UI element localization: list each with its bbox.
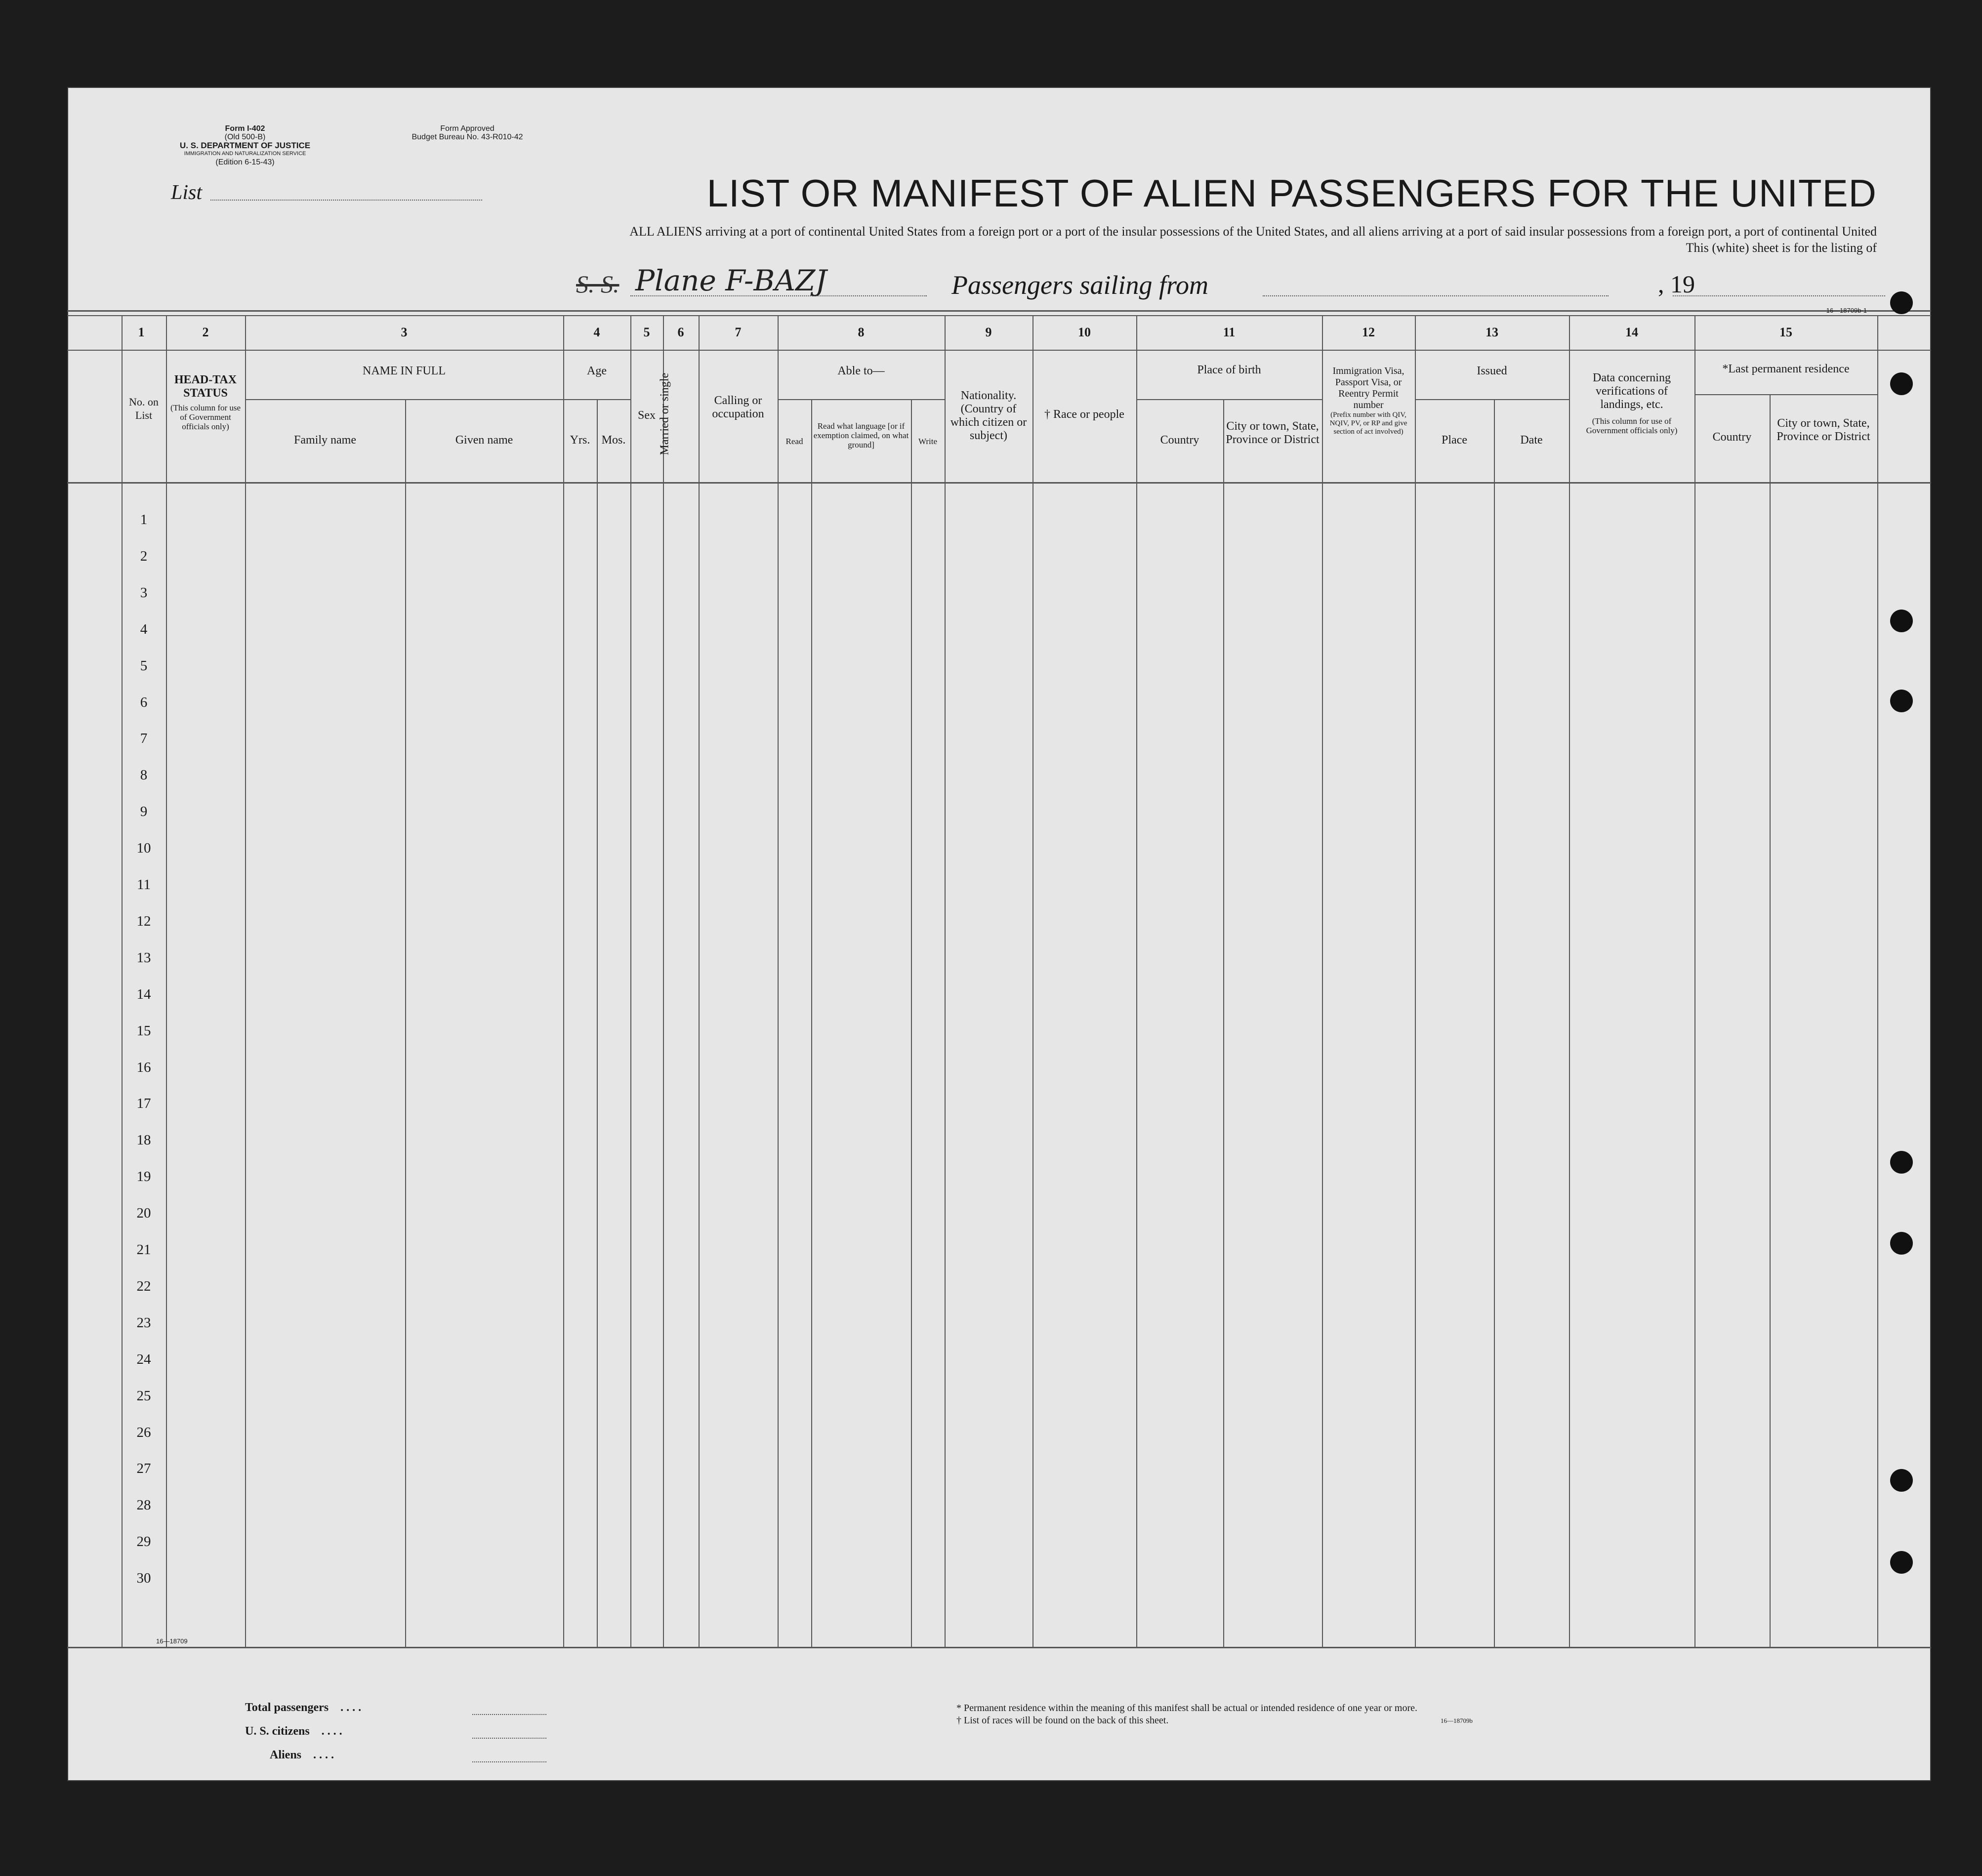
list-label: List (171, 181, 203, 204)
col-9-number: 9 (985, 325, 992, 339)
write-header: Write (918, 437, 938, 446)
dot-leader: . . . . (321, 1725, 342, 1738)
col-rule (245, 315, 246, 1647)
form-code-top: 16—18709b-1 (1826, 307, 1867, 314)
col-14-number: 14 (1625, 325, 1638, 339)
ss-label: S. S. (576, 270, 619, 298)
col-8-header: Able to— (837, 365, 885, 377)
col-10-header: † Race or people (1044, 408, 1124, 421)
punch-hole (1890, 610, 1913, 632)
residence-subrule (1694, 394, 1877, 395)
issued-date-header: Date (1520, 434, 1543, 447)
family-name-header: Family name (294, 434, 356, 447)
birth-subrule (1136, 399, 1322, 400)
us-citizens-label: U. S. citizens (245, 1725, 310, 1738)
row-number: 12 (136, 913, 151, 929)
row-number: 16 (136, 1060, 151, 1075)
col-5-header: Sex (638, 409, 656, 422)
row-number: 14 (136, 986, 151, 1002)
row-number: 1 (140, 512, 148, 528)
year-label: , 19 (1658, 270, 1695, 298)
row-number: 13 (136, 950, 151, 966)
row-number: 23 (136, 1315, 151, 1331)
row-number: 24 (136, 1351, 151, 1367)
col-9-header: Nationality. (Country of which citizen or subject) (950, 389, 1027, 442)
age-subrule (563, 399, 630, 400)
col-rule (1415, 315, 1416, 1647)
header-bottom-rule (67, 482, 1931, 484)
approval-line: Form Approved (440, 124, 495, 133)
col-rule (663, 315, 664, 1647)
col-15-number: 15 (1779, 325, 1792, 339)
residence-country-header: Country (1712, 431, 1752, 444)
col-rule (1770, 394, 1771, 1647)
row-number: 18 (136, 1132, 151, 1148)
colnum-row-rule (67, 350, 1931, 351)
residence-city-header: City or town, State, Province or District (1776, 417, 1870, 443)
punch-hole (1890, 1469, 1913, 1492)
col-6-header: Married or single (658, 372, 671, 455)
footnotes (956, 1702, 1599, 1727)
page-title: LIST OR MANIFEST OF ALIEN PASSENGERS FOR THE UNITED (706, 171, 1877, 215)
col-4-number: 4 (593, 325, 600, 339)
dot-leader: . . . . (340, 1701, 362, 1714)
col-12-header (1324, 366, 1413, 436)
total-passengers-label: Total passengers (245, 1701, 329, 1714)
old-form-number: (Old 500-B) (224, 133, 266, 141)
col-6-number: 6 (677, 325, 684, 339)
punch-hole (1890, 1151, 1913, 1174)
col-11-header: Place of birth (1197, 364, 1261, 376)
row-number: 10 (136, 840, 151, 856)
us-citizens-row (245, 1725, 566, 1749)
col-rule (1223, 399, 1224, 1647)
col-rule (811, 399, 812, 1647)
dot-leader: . . . . (313, 1749, 334, 1761)
col-12-number: 12 (1362, 325, 1375, 339)
row-number: 25 (136, 1388, 151, 1404)
edition-date: (Edition 6-15-43) (215, 158, 275, 166)
row-number: 30 (136, 1570, 151, 1586)
col-1-number: 1 (138, 325, 145, 339)
instructions (395, 223, 1877, 256)
name-subrule (245, 399, 563, 400)
row-number: 9 (140, 804, 148, 819)
vessel-name-line (630, 295, 927, 296)
issued-subrule (1415, 399, 1569, 400)
row-number: 5 (140, 658, 148, 674)
col-rule (778, 315, 779, 1647)
col-5-number: 5 (643, 325, 650, 339)
vessel-name-handwritten[interactable]: Plane F-BAZJ (635, 264, 827, 297)
totals-block (245, 1701, 566, 1772)
given-name-header: Given name (455, 434, 513, 447)
col-rule (1322, 315, 1323, 1647)
sailing-date-field[interactable] (1673, 295, 1885, 296)
col-4-header: Age (587, 365, 607, 377)
row-number: 17 (136, 1096, 151, 1111)
footnote-dagger: † List of races will be found on the back of this sheet. (956, 1715, 1169, 1726)
row-number: 4 (140, 621, 148, 637)
footnote-star: * Permanent residence within the meaning of this manifest shall be actual or intended residence of one year or more. (956, 1703, 1418, 1713)
sailing-from-field[interactable] (1263, 295, 1609, 296)
table-bottom-rule (67, 1647, 1931, 1648)
age-months-header: Mos. (601, 434, 626, 447)
instructions-line-2: This (white) sheet is for the listing of (1686, 241, 1877, 255)
col-2-header (168, 373, 243, 431)
col-7-number: 7 (735, 325, 742, 339)
col-10-number: 10 (1078, 325, 1091, 339)
form-approval (373, 124, 561, 141)
col-rule (405, 399, 406, 1647)
col-rule (911, 399, 912, 1647)
instructions-line-1: ALL ALIENS arriving at a port of continental United States from a foreign port or a port of the insular possessions of the United States, and all aliens arriving at a port of said insular possessions from a foreign port, a port of continental United (629, 224, 1877, 239)
col-rule (1877, 315, 1878, 1647)
visa-note: (Prefix number with QIV, NQIV, PV, or RP and give section of act involved) (1329, 411, 1407, 436)
col-rule (563, 315, 564, 1647)
verification-label: Data concerning verifications of landings, etc. (1593, 371, 1671, 411)
col-rule (1136, 315, 1137, 1647)
col-8-number: 8 (858, 325, 865, 339)
table-top-rule-2 (67, 315, 1931, 316)
total-passengers-field[interactable] (472, 1714, 546, 1715)
punch-hole (1890, 690, 1913, 712)
head-tax-note: (This column for use of Government officials only) (170, 403, 241, 431)
row-number: 21 (136, 1242, 151, 1258)
service-name: IMMIGRATION AND NATURALIZATION SERVICE (184, 151, 306, 157)
vessel-row (537, 264, 1930, 304)
col-rule (597, 399, 598, 1647)
aliens-row (245, 1749, 566, 1772)
manifest-sheet (67, 87, 1931, 1781)
form-code-bottom: 16—18709 (156, 1637, 188, 1645)
row-number: 3 (140, 585, 148, 601)
row-number: 6 (140, 694, 148, 710)
col-rule (1694, 315, 1695, 1647)
read-header: Read (785, 437, 803, 446)
list-number-field[interactable] (210, 200, 482, 201)
row-number: 7 (140, 731, 148, 746)
row-number: 11 (137, 877, 151, 893)
col-7-header: Calling or occupation (712, 394, 764, 420)
aliens-field[interactable] (472, 1761, 546, 1762)
col-1-header: No. on List (129, 396, 159, 421)
row-number: 22 (136, 1278, 151, 1294)
row-number: 29 (136, 1534, 151, 1550)
punch-hole (1890, 1232, 1913, 1255)
able-subrule (778, 399, 945, 400)
punch-hole (1890, 1551, 1913, 1574)
manifest-table (67, 307, 1931, 1648)
row-number: 26 (136, 1425, 151, 1440)
verification-note: (This column for use of Government officials only) (1586, 416, 1678, 435)
row-number: 15 (136, 1023, 151, 1039)
row-number: 28 (136, 1497, 151, 1513)
age-years-header: Yrs. (570, 434, 590, 447)
row-number: 27 (136, 1461, 151, 1476)
col-rule (699, 315, 700, 1647)
col-rule (1494, 399, 1495, 1647)
punch-hole (1890, 372, 1913, 395)
total-passengers-row (245, 1701, 566, 1725)
visa-label: Immigration Visa, Passport Visa, or Reentry Permit number (1332, 366, 1404, 410)
budget-bureau-number: Budget Bureau No. 43-R010-42 (412, 133, 523, 141)
col-3-number: 3 (401, 325, 408, 339)
issued-place-header: Place (1442, 434, 1467, 447)
read-language-header: Read what language [or if exemption claimed, on what ground] (813, 421, 909, 449)
col-rule (1032, 315, 1033, 1647)
row-number: 19 (136, 1169, 151, 1184)
col-rule (166, 315, 167, 1647)
birth-country-header: Country (1160, 434, 1199, 447)
punch-hole (1890, 291, 1913, 314)
col-rule (122, 315, 123, 1647)
department-name: U. S. DEPARTMENT OF JUSTICE (179, 141, 311, 150)
footnote-code: 16—18709b (1441, 1717, 1473, 1724)
passengers-label: Passengers sailing from (951, 270, 1209, 300)
col-13-number: 13 (1486, 325, 1498, 339)
col-2-number: 2 (202, 325, 209, 339)
col-rule (1569, 315, 1570, 1647)
birth-city-header: City or town, State, Province or District (1226, 420, 1320, 446)
col-15-header: *Last permanent residence (1722, 363, 1850, 375)
col-rule (630, 315, 631, 1647)
us-citizens-field[interactable] (472, 1738, 546, 1739)
col-rule (945, 315, 946, 1647)
head-tax-label: HEAD-TAX STATUS (174, 373, 237, 400)
table-top-rule (67, 310, 1931, 312)
form-number: Form I-402 (225, 124, 265, 133)
col-14-header (1573, 371, 1691, 435)
col-11-number: 11 (1223, 325, 1236, 339)
footnote-dagger-row (956, 1714, 1599, 1727)
col-13-header: Issued (1477, 365, 1507, 377)
row-number: 20 (136, 1205, 151, 1221)
aliens-label: Aliens (270, 1749, 302, 1761)
row-number: 2 (140, 548, 148, 564)
row-number: 8 (140, 767, 148, 783)
form-identification (141, 124, 349, 166)
col-3-header: NAME IN FULL (363, 365, 446, 377)
